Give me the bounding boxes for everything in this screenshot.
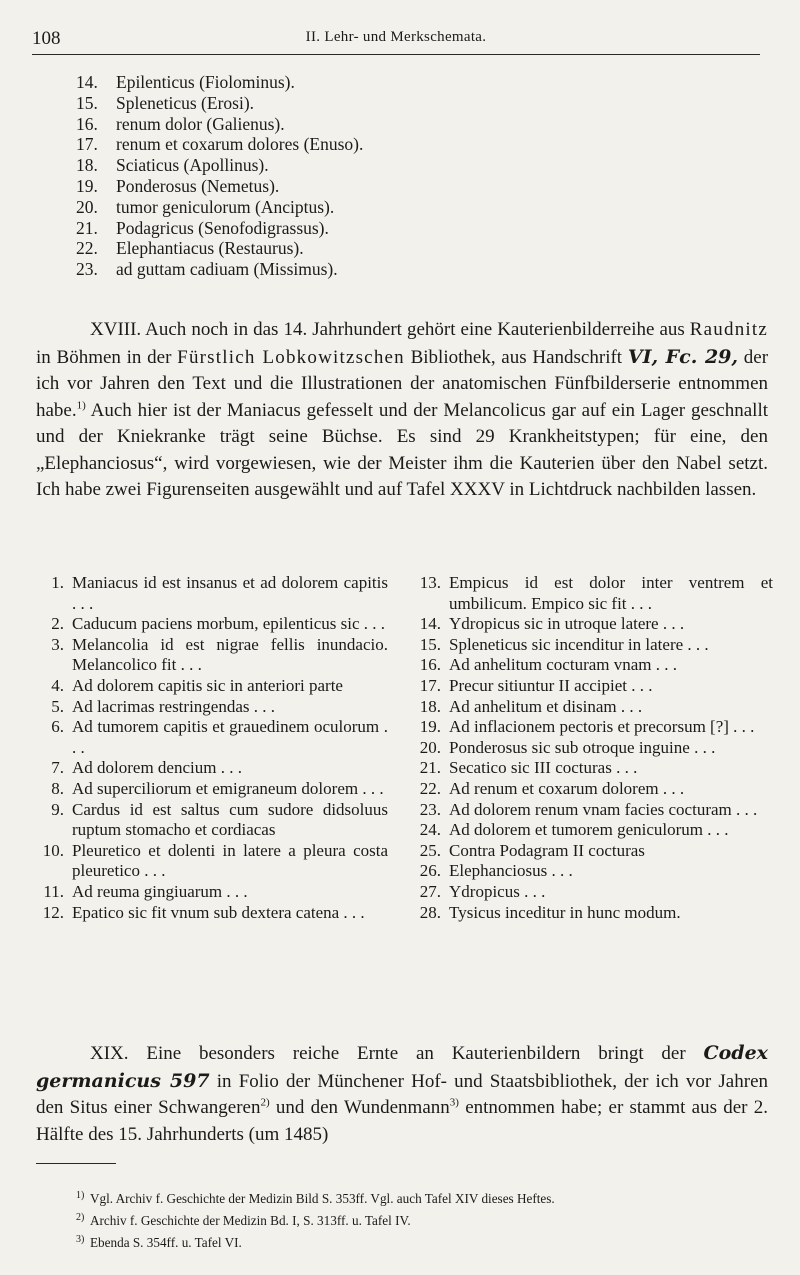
list-item: 9. Cardus id est saltus cum sudore didsoluus ruptum stomacho et cordiacas <box>51 799 388 840</box>
list-item: 6. Ad tumorem capitis et grauedinem oculorum . . . <box>51 717 388 757</box>
list-item: 18. Sciaticus (Apollinus). <box>76 155 269 176</box>
list-item: 3. Melancolia id est nigrae fellis inundacio. Melancolico fit . . . <box>51 634 388 675</box>
running-head: II. Lehr- und Merkschemata. <box>305 29 487 45</box>
list-item: 21. Podagricus (Senofodigrassus). <box>76 217 329 238</box>
section-xviii-paragraph: XVIII. Auch noch in das 14. Jahrhundert gehört eine Kauterienbilderreihe aus Raudnitz in Böhmen in der Fürstlich Lobkowitzschen Bibliothek, aus Handschrift VI, Fc. 29, der ich vor Jahren den Text und die Illustrationen der anatomischen Fünfbilderserie entnommen habe.$^{1)}$ Auch hier ist der Maniacus gefesselt und der Melancolicus gar auf ein Lager geschnallt und der Kniekranke trägt seine Büchse. Es sind 29 Krankheitstypen; für eine, den „Elephanciosus“, wird vorgewiesen, wie der Meister ihm die Kauterien über den Nabel setzt. Ich habe zwei Figurenseiten ausgewählt und auf Tafel XXXV in Lichtdruck nachbilden lassen. <box>36 319 769 500</box>
list-item: 23. Ad dolorem renum vnam facies cocturam . . . <box>419 799 758 819</box>
list-item: 22. Elephantiacus (Restaurus). <box>76 238 304 259</box>
codex-reference: Codex germanicus 597 <box>36 1042 768 1092</box>
list-item: 17. renum et coxarum dolores (Enuso). <box>76 134 364 155</box>
list-item: 27. Ydropicus . . . <box>419 881 546 901</box>
list-item: 24. Ad dolorem et tumorem geniculorum . . . <box>419 820 729 840</box>
list-item: 15. Spleneticus sic incenditur in latere . . . <box>419 634 709 654</box>
page-number: 108 <box>32 28 61 49</box>
list-item: 28. Tysicus inceditur in hunc modum. <box>419 902 681 922</box>
list-item: 23. ad guttam cadiuam (Missimus). <box>76 259 338 280</box>
list-item: 8. Ad superciliorum et emigraneum dolorem . . . <box>51 778 384 798</box>
list-item: 7. Ad dolorem dencium . . . <box>51 758 242 778</box>
remedy-list-continued <box>76 72 363 280</box>
list-item: 15. Spleneticus (Erosi). <box>76 92 255 113</box>
list-item: 16. renum dolor (Galienus). <box>76 113 285 134</box>
cauterization-list-left <box>36 573 388 923</box>
list-item: 17. Precur sitiuntur II accipiet . . . <box>419 675 653 695</box>
list-item: 10. Pleuretico et dolenti in latere a pleura costa pleuretico . . . <box>42 840 388 881</box>
footnotes <box>76 1188 780 1254</box>
list-item: 14. Ydropicus sic in utroque latere . . . <box>419 614 685 634</box>
list-item: 21. Secatico sic III cocturas . . . <box>419 758 638 778</box>
manuscript-reference: VI, Fc. 29, <box>627 345 739 368</box>
list-item: 1. Maniacus id est insanus et ad dolorem capitis . . . <box>51 573 388 613</box>
list-item: 20. tumor geniculorum (Anciptus). <box>76 196 335 217</box>
list-item: 11. Ad reuma gingiuarum . . . <box>43 881 248 901</box>
library-name: Fürstlich Lobkowitzschen <box>177 346 405 368</box>
footnote: 2) Archiv f. Geschichte der Medizin Bd. I, S. 313ff. u. Tafel IV. <box>76 1212 411 1228</box>
footnote-reference: 1) <box>76 399 86 412</box>
list-item: 25. Contra Podagram II cocturas <box>419 840 645 860</box>
footnote-reference: 2) <box>260 1096 270 1109</box>
list-item: 2. Caducum paciens morbum, epilenticus sic . . . <box>51 614 386 634</box>
list-item: 5. Ad lacrimas restringendas . . . <box>51 696 275 716</box>
footnote-divider <box>36 1163 116 1164</box>
list-item: 12. Epatico sic fit vnum sub dextera catena . . . <box>42 902 365 922</box>
footnote: 3) Ebenda S. 354ff. u. Tafel VI. <box>76 1234 242 1250</box>
footnote-reference: 3) <box>449 1096 459 1109</box>
list-item: 19. Ad inflacionem pectoris et precorsum [?] . . . <box>419 717 755 737</box>
list-item: 19. Ponderosus (Nemetus). <box>76 175 280 196</box>
list-item: 4. Ad dolorem capitis sic in anteriori parte <box>51 675 343 695</box>
list-item: 16. Ad anhelitum cocturam vnam . . . <box>419 655 678 675</box>
list-item: 14. Epilenticus (Fiolominus). <box>76 72 295 92</box>
list-item: 26. Elephanciosus . . . <box>419 861 573 881</box>
list-item: 20. Ponderosus sic sub otroque inguine . . . <box>419 737 716 757</box>
place-name: Raudnitz <box>689 319 768 340</box>
page-header <box>32 26 760 55</box>
section-xix-paragraph: XIX. Eine besonders reiche Ernte an Kauterienbildern bringt der Codex germanicus 597 in Folio der Münchener Hof- und Staatsbibliothek, der ich vor Jahren den Situs einer Schwangeren$^{2)}$ und den Wundenmann$^{3)}$ entnommen habe; er stammt aus der 2. Hälfte des 15. Jahrhunderts (um 1485) <box>36 1042 769 1145</box>
footnote: 1) Vgl. Archiv f. Geschichte der Medizin Bild S. 353ff. Vgl. auch Tafel XIV dieses Heftes. <box>76 1190 555 1206</box>
list-item: 13. Empicus id est dolor inter ventrem et umbilicum. Empico sic fit . . . <box>419 573 773 613</box>
list-item: 18. Ad anhelitum et disinam . . . <box>419 696 643 716</box>
cauterization-list-right <box>413 573 773 923</box>
list-item: 22. Ad renum et coxarum dolorem . . . <box>419 778 685 798</box>
